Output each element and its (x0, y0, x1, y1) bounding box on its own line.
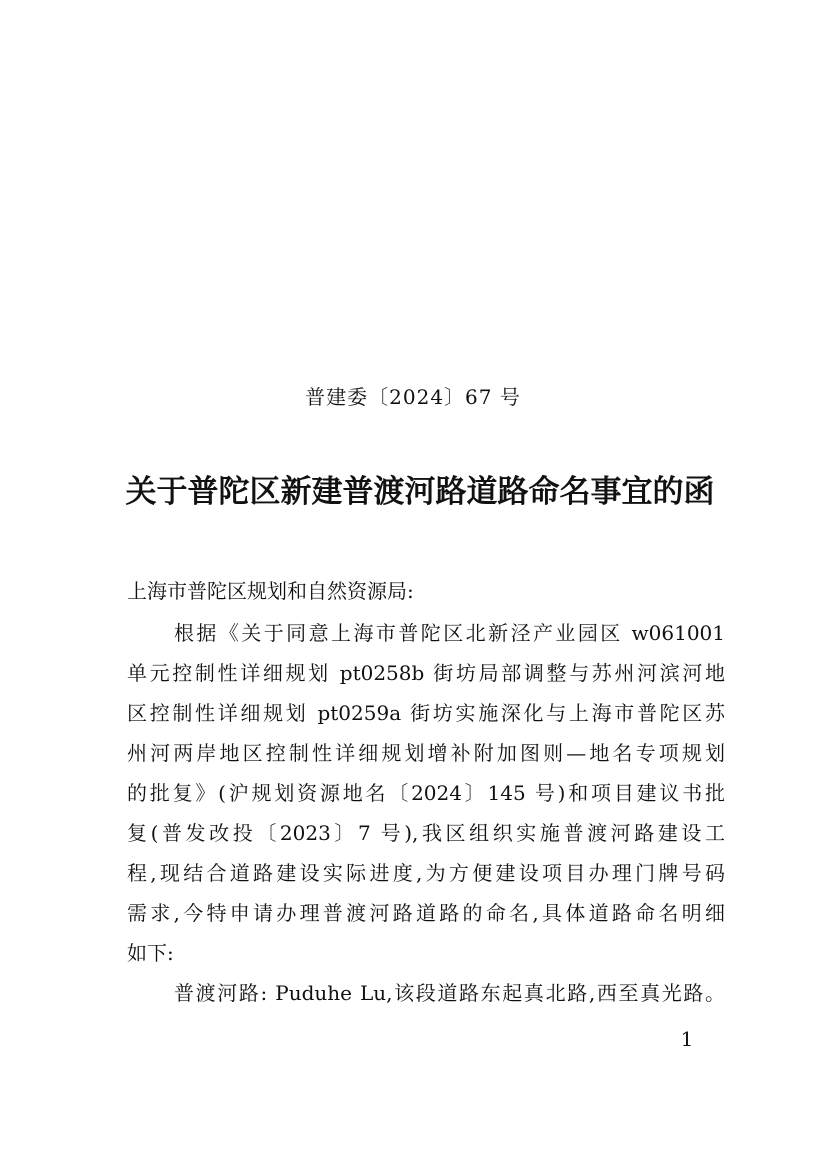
page-number: 1 (680, 1027, 694, 1051)
body-line-4: 州河两岸地区控制性详细规划增补附加图则—地名专项规划 (127, 741, 725, 765)
road-naming-item: 普渡河路: Puduhe Lu,该段道路东起真北路,西至真光路。 (174, 981, 725, 1005)
body-line-5: 的批复》(沪规划资源地名〔2024〕145 号)和项目建议书批 (127, 781, 725, 805)
document-number: 普建委〔2024〕67 号 (305, 385, 521, 409)
body-line-8: 需求,今特申请办理普渡河路道路的命名,具体道路命名明细 (127, 901, 725, 925)
body-line-6: 复(普发改投〔2023〕7 号),我区组织实施普渡河路建设工 (127, 821, 725, 845)
body-line-2: 单元控制性详细规划 pt0258b 街坊局部调整与苏州河滨河地 (127, 661, 725, 685)
body-line-1: 根据《关于同意上海市普陀区北新泾产业园区 w061001 (174, 621, 725, 645)
body-line-7: 程,现结合道路建设实际进度,为方便建设项目办理门牌号码 (127, 861, 725, 885)
recipient-line: 上海市普陀区规划和自然资源局: (127, 579, 414, 603)
document-title: 关于普陀区新建普渡河路道路命名事宜的函 (125, 474, 715, 510)
body-line-9: 如下: (127, 941, 174, 965)
body-line-3: 区控制性详细规划 pt0259a 街坊实施深化与上海市普陀区苏 (127, 701, 725, 725)
